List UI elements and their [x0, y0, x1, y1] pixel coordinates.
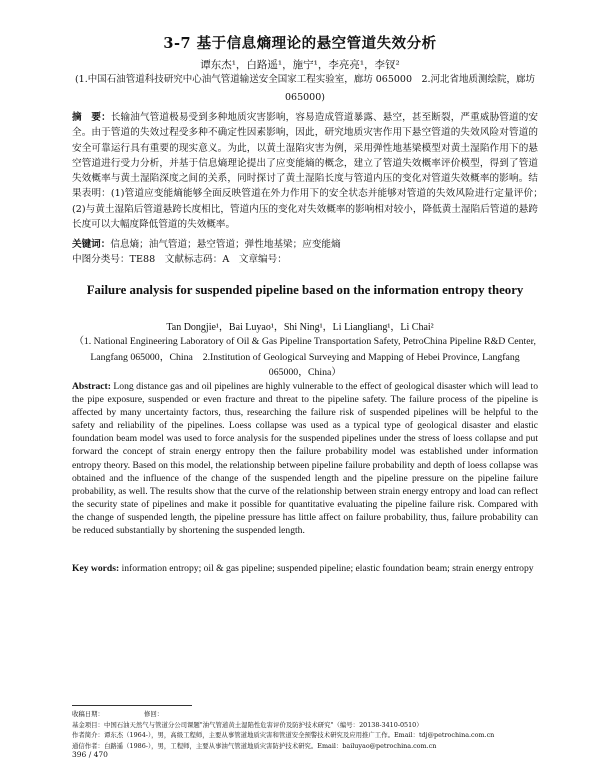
- corresponding-author-note: 通信作者：白路遥（1986-），男，工程师，主要从事油气管道地质灾害防护技术研究。Email：bailuyao@petrochina.com.cn: [72, 741, 437, 750]
- chinese-keywords-label: 关键词：: [72, 239, 111, 250]
- chinese-keywords: [72, 237, 538, 252]
- english-abstract-text: Long distance gas and oil pipelines are highly vulnerable to the effect of geological disaster which will lead to the pipe exposure, suspended or even fracture and threat to the pipeline safety. The failure process of the pipeline is affected by many uncertainty factors, thus, researching the failure risk of suspended pipelines will be helpful to the safety and reliability of the pipelines. Loess collapse was used as a typical type of geological disaster and elastic foundation beam model was used to force analysis for the suspended pipelines under the stress of loess collapse and put forward the concept of strain energy entropy then the failure probability model was established under information entropy theory. Based on this model, the relationship between pipeline failure probability and depth of loess collapse was obtained and the influence of the change of the suspended length and the pipeline pressure on the pipeline failure probability, as well. The results show that the curve of the relationship between strain energy entropy and load can reflect the security state of pipelines and make it possible for quantitative evaluating the pipeline failure risk. Compared with the change of suspended length, the pipeline pressure has little affect on failure probability, thus, failure probability can be reduced substantially by shortening the suspended length.: [72, 381, 538, 537]
- english-affiliation: （1. National Engineering Laboratory of Oil & Gas Pipeline Transportation Safety, PetroChina Pipeline R&D Center, Langfang 065000，China 2.Institution of Geological Surveying and Mapping of Hebei Province, Langfang 065000，China）: [74, 336, 536, 378]
- chinese-abstract: [72, 110, 548, 232]
- author-info-note: 作者简介：谭东杰（1964-），男，高级工程师，主要从事管道地质灾害和管道安全预警技术研究及应用推广工作。Email：tdj@petrochina.com.cn: [72, 731, 495, 739]
- chinese-title: 3-7 基于信息熵理论的悬空管道失效分析: [163, 35, 437, 52]
- english-abstract: [72, 380, 538, 537]
- chinese-abstract-text: 长输油气管道极易受到多种地质灾害影响，容易造成管道暴露、悬空，甚至断裂，严重威胁管道的安全。由于管道的失效过程受多种不确定性因素影响，因此，研究地质灾害作用下悬空管道的失效风险对管道的安全可靠运行具有重要的现实意义。为此，以黄土湿陷灾害为例，采用弹性地基梁模型对黄土湿陷作用下的悬空管道进行受力分析，并基于信息熵理论提出了应变能熵的概念，建立了管道失效概率评价模型，得到了管道失效概率与黄土湿陷深度之间的关系，同时探讨了黄土湿陷长度与管道内压的变化对管道失效概率的影响。结果表明：(1)管道应变能熵能够全面反映管道在外力作用下的安全状态并能够对管道的失效风险进行定量评价； (2)与黄土湿陷后管道悬跨长度相比，管道内压的变化对失效概率的影响相对较小，降低黄土湿陷后管道的悬跨长度可以大幅度降低管道的失效概率。: [72, 112, 548, 231]
- english-keywords-label: Key words:: [72, 563, 120, 574]
- chinese-authors: 谭东杰¹，白路遥¹，施宁¹，李亮亮¹，李钗²: [200, 59, 400, 71]
- classification-line: 中图分类号：TE88 文献标志码：A 文章编号：: [72, 254, 287, 265]
- english-keywords-text: information entropy; oil & gas pipeline; suspended pipeline; elastic foundation beam; strain energy entropy: [121, 563, 534, 574]
- footnotes: [72, 709, 542, 751]
- received-line: [72, 709, 542, 720]
- english-keywords: [72, 562, 538, 575]
- english-abstract-label: Abstract:: [72, 381, 111, 392]
- received-label: 收稿日期：: [72, 710, 104, 718]
- english-authors: Tan Dongjie¹，Bai Luyao¹，Shi Ning¹，Li Liangliang¹，Li Chai²: [166, 322, 434, 333]
- page-number: 396 / 470: [72, 750, 108, 759]
- footnote-divider: [72, 705, 192, 706]
- chinese-abstract-label: 摘 要：: [72, 112, 111, 123]
- chinese-keywords-text: 信息熵；油气管道；悬空管道；弹性地基梁；应变能熵: [110, 239, 341, 250]
- chinese-affiliation: (1.中国石油管道科技研究中心油气管道输送安全国家工程实验室，廊坊 065000 2.河北省地质测绘院，廊坊 065000): [74, 74, 536, 103]
- english-title: Failure analysis for suspended pipeline based on the information entropy theory: [86, 283, 524, 297]
- revised-label: 修回：: [143, 710, 164, 718]
- funding-note: 基金项目：中国石油天然气与管道分公司课题"油气管道黄土湿陷性危害评价及防护技术研究"（编号：20138-3410-0510）: [72, 720, 423, 729]
